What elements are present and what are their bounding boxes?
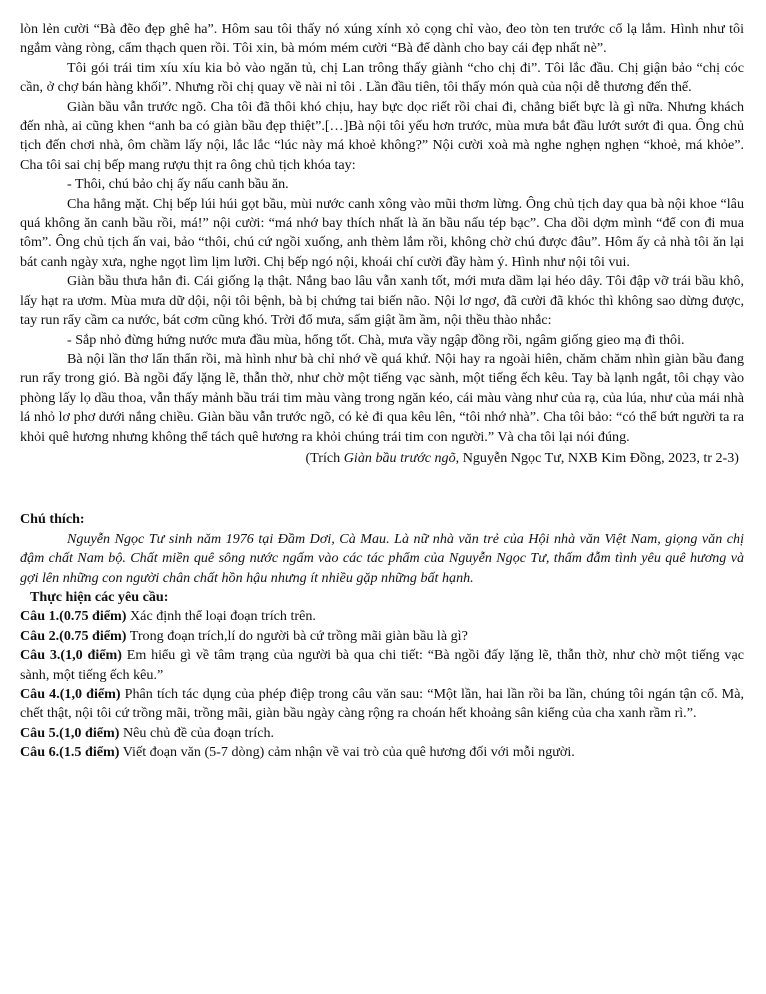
question-text: Xác định thể loại đoạn trích trên. bbox=[126, 608, 316, 625]
question-item bbox=[20, 607, 744, 626]
question-item bbox=[20, 743, 744, 762]
tasks-heading: Thực hiện các yêu cầu: bbox=[30, 588, 169, 605]
spacer bbox=[20, 468, 744, 510]
passage-paragraph: Bà nội lần thơ lẩn thẩn rồi, mà hình như bà chỉ nhớ về quá khứ. Nội hay ra ngoài hiên, chăm chăm nhìn giàn bầu đang run rẩy trong gió. Bà ngồi đấy lặng lẽ, thẫn thờ, như chờ một tiếng vạc sành, một tiếng ếch kêu. Tay bà lạnh ngắt, tôi chạy vào phòng lấy lọ dầu thoa, vẫn thấy mảnh bầu trái tim màu vàng trong ngăn kéo, cái màu vàng như của rạ, của lúa, như của mái nhà lá nhỏ lơ phơ dưới nắng chiều. Giàn bầu vẫn trước ngõ, có kẻ đi qua kêu lên, “tôi nhớ nhà”. Cha tôi bảo: “có thể bứt người ta ra khỏi quê hương nhưng không thể tách quê hương ra khỏi chúng trái tim con người.” Và cha tôi lại nói đúng. bbox=[20, 350, 744, 445]
dialogue-line: - Sắp nhỏ đừng hứng nước mưa đầu mùa, hổng tốt. Chà, mưa vầy ngập đồng rồi, ngâm giống gieo mạ đi thôi. bbox=[67, 331, 685, 348]
passage-paragraph: lòn lẻn cười “Bà đẽo đẹp ghê ha”. Hôm sau tôi thấy nó xúng xính xỏ cọng chỉ vào, đeo tòn ten trước cổ lạ lắm. Hình như tôi ngắm vàng ròng, cẩm thạch quen rồi. Tôi xin, bà móm mém cười “Bà để dành cho bay cái đẹp nhất nè”. bbox=[20, 21, 744, 57]
question-label: Câu 1.(0.75 điểm) bbox=[20, 608, 127, 625]
note-title: Chú thích: bbox=[20, 511, 85, 528]
document-page bbox=[20, 20, 744, 763]
dialogue-line: - Thôi, chú bảo chị ấy nấu canh bầu ăn. bbox=[67, 176, 289, 193]
source-prefix: (Trích bbox=[305, 449, 344, 466]
question-label: Câu 2.(0.75 điểm) bbox=[20, 627, 127, 644]
passage-paragraph: Cha hẳng mặt. Chị bếp lúi húi gọt bầu, mùi nước canh xông vào mũi thơm lừng. Ông chủ tịch day qua bà nội khoe “lâu quá không ăn canh bầu rồi, má!” nội cười: “má nhớ bay thích nhất là ăn bầu nấu tép bạc”. Cha dồi dợm mình “để con đi mua tôm”. Ông chủ tịch ấn vai, bảo “thôi, chú cứ ngồi xuống, anh thèm lắm rồi, không chờ chú được đâu”. Hôm ấy cả nhà tôi ăn lại bát canh ngày xưa, nghe ngọt lìm lịm lưỡi. Chị bếp ngó nội, khoái chí cười đầy hàm ý. Hình như nội tôi vui. bbox=[20, 195, 744, 270]
question-text: Nêu chủ đề của đoạn trích. bbox=[119, 724, 275, 741]
question-text: Trong đoạn trích,lí do người bà cứ trồng mãi giàn bầu là gì? bbox=[126, 627, 468, 644]
passage-paragraph: Tôi gói trái tim xíu xíu kia bỏ vào ngăn tủ, chị Lan trông thấy giành “cho chị đi”. Tôi lắc đầu. Chị giận bảo “chị cóc cần, ở chợ bán hàng khối”. Nhưng rồi chị quay về nài nỉ tôi . Lần đầu tiên, tôi thấy món quà của nội dễ thương đến thế. bbox=[20, 59, 744, 96]
question-item bbox=[20, 627, 744, 646]
question-label: Câu 6.(1.5 điểm) bbox=[20, 744, 120, 761]
question-item bbox=[20, 724, 744, 743]
question-text: Em hiểu gì về tâm trạng của người bà qua chi tiết: “Bà ngồi đấy lặng lẽ, thẫn thờ, như chờ một tiếng vạc sành, một tiếng ếch kêu.” bbox=[20, 647, 744, 683]
source-suffix: , Nguyễn Ngọc Tư, NXB Kim Đồng, 2023, tr 2-3) bbox=[455, 449, 739, 466]
source-citation bbox=[20, 449, 744, 468]
source-title: Giàn bầu trước ngõ bbox=[343, 449, 456, 466]
question-label: Câu 5.(1,0 điểm) bbox=[20, 724, 120, 741]
question-item bbox=[20, 685, 744, 724]
note-body: Nguyễn Ngọc Tư sinh năm 1976 tại Đầm Dơi, Cà Mau. Là nữ nhà văn trẻ của Hội nhà văn Việt Nam, giọng văn chị đậm chất Nam bộ. Chất miền quê sông nước ngấm vào các tác phẩm của Nguyễn Ngọc Tư, thấm đẫm tình yêu quê hương và gợi lên những con người chân chất hồn hậu nhưng ít nhiều gặp những bất hạnh. bbox=[20, 530, 744, 586]
question-text: Phân tích tác dụng của phép điệp trong câu văn sau: “Một lần, hai lần rồi ba lần, chúng tôi ngán tận cổ. Mà, chết thật, nội tôi cứ trồng mãi, trồng mãi, giàn bầu ngày càng rộng ra choán hết khoảng sân kiểng của cha xanh rầm rì.”. bbox=[20, 686, 744, 722]
question-text: Viết đoạn văn (5-7 dòng) cảm nhận về vai trò của quê hương đối với mỗi người. bbox=[119, 744, 575, 761]
question-label: Câu 4.(1,0 điểm) bbox=[20, 686, 121, 702]
question-item bbox=[20, 646, 744, 685]
passage-paragraph: Giàn bầu thưa hẳn đi. Cái giống lạ thật. Nắng bao lâu vẫn xanh tốt, mới mưa dầm lại héo dây. Tôi đập vỡ trái bầu khô, lấy hạt ra ươm. Mùa mưa dữ dội, nội tôi bệnh, bà bị chứng tai biến não. Nội lơ ngơ, đã cười đã khóc thì không sao dừng được, tay run rẩy cầm ca nước, bát cơm cũng khó. Trời đổ mưa, sấm giật ầm ầm, nội thều thào nhắc: bbox=[20, 273, 744, 329]
question-label: Câu 3.(1,0 điểm) bbox=[20, 647, 122, 664]
passage-paragraph: Giàn bầu vẫn trước ngõ. Cha tôi đã thôi khó chịu, hay bực dọc riết rồi chai đi, chẳng biết bực là gì nữa. Nhưng khách đến nhà, ai cũng khen “anh ba có giàn bầu đẹp thiệt”.[…]Bà nội tôi yếu hơn trước, mùa mưa bắt đầu lướt sướt đi qua. Ông chủ tịch đến chơi nhà, ôm chầm lấy nội, lắc lắc “lúc này má khoẻ không?” Nội cười xoà mà nghe nghẹn nghẹn “khoẻ, má khỏe”. Cha tôi sai chị bếp mang rượu thịt ra ông chủ tịch khóa tay: bbox=[20, 98, 744, 173]
